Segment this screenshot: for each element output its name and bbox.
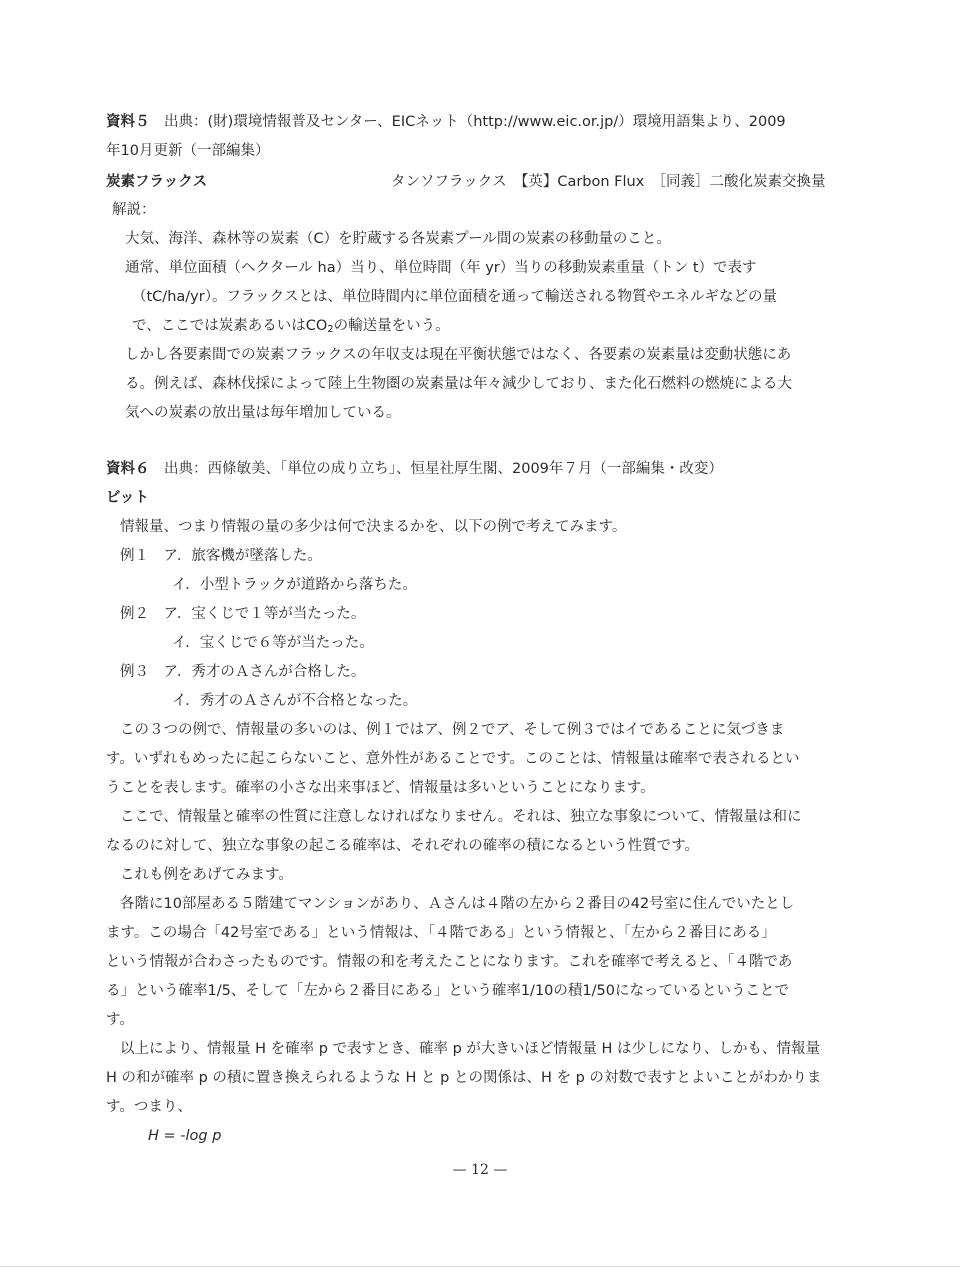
source6-header — [106, 459, 846, 479]
para1-line3: うことを表します。確率の小さな出来事ほど、情報量は多いということになります。 — [106, 780, 655, 796]
para5-line3: す。つまり、 — [106, 1099, 192, 1115]
example1-a: 例１ ア．旅客機が墜落した。 — [120, 548, 322, 564]
source5-para2-line3-post: の輸送量をいう。 — [333, 318, 450, 334]
source5-para2-line3 — [132, 316, 872, 340]
source5-para2-line3-pre: で、ここでは炭素あるいはCO — [132, 318, 328, 334]
para1-line2: す。いずれもめったに起こらないこと、意外性があることです。このことは、情報量は確率で表されるとい — [106, 751, 800, 767]
source6-term: ビット — [106, 490, 149, 506]
source5-para3-line2: る。例えば、森林伐採によって陸上生物圏の炭素量は年々減少しており、また化石燃料の燃焼による大 — [125, 376, 792, 392]
example2-b: イ．宝くじで６等が当たった。 — [172, 635, 374, 651]
source5-para3-line1: しかし各要素間での炭素フラックスの年収支は現在平衡状態ではなく、各要素の炭素量は変動状態にあ — [125, 347, 792, 363]
source5-para2-line2: （tC/ha/yr）。フラックスとは、単位時間内に単位面積を通って輸送される物質やエネルギなどの量 — [132, 289, 778, 305]
para4-line4: る」という確率1/5、そして「左から２番目にある」という確率1/10の積1/50になっているということで — [106, 983, 789, 999]
co2-subscript: 2 — [327, 324, 334, 335]
para1-line1: この３つの例で、情報量の多いのは、例１ではア、例２でア、そして例３ではイであることに気づきま — [120, 722, 785, 738]
source5-kaisetsu-label: 解説： — [112, 202, 156, 218]
source5-term-reading: タンソフラックス 【英】Carbon Flux ［同義］二酸化炭素交換量 — [391, 174, 826, 190]
para3: これも例をあげてみます。 — [120, 867, 293, 883]
source5-para1: 大気、海洋、森林等の炭素（C）を貯蔵する各炭素プール間の炭素の移動量のこと。 — [125, 231, 671, 247]
page-number: — 12 — — [452, 1162, 508, 1178]
example3-b: イ．秀才のＡさんが不合格となった。 — [172, 693, 418, 709]
source5-para3-line3: 気への炭素の放出量は毎年増加している。 — [125, 405, 401, 421]
para4-line3: という情報が合わさったものです。情報の和を考えたことになります。これを確率で考えると、「４階であ — [106, 954, 793, 970]
example2-a: 例２ ア．宝くじで１等が当たった。 — [120, 606, 366, 622]
source5-citation: 出典：(財)環境情報普及センター、EICネット（http://www.eic.or.jp/）環境用語集より、2009 — [149, 114, 786, 130]
para2-line2: なるのに対して、独立な事象の起こる確率は、それぞれの確率の積になるという性質です。 — [106, 838, 700, 854]
source5-header-line1 — [106, 112, 846, 132]
example3-a: 例３ ア．秀才のＡさんが合格した。 — [120, 664, 366, 680]
para4-line2: ます。この場合「42号室である」という情報は、「４階である」という情報と、「左から２番目にある」 — [106, 925, 776, 941]
source6-intro: 情報量、つまり情報の量の多少は何で決まるかを、以下の例で考えてみます。 — [120, 519, 627, 535]
para5-line2: H の和が確率 p の積に置き換えられるような H と p との関係は、H を p の対数で表すとよいことがわかりま — [106, 1070, 822, 1086]
source5-term-row — [106, 170, 846, 190]
source5-term: 炭素フラックス — [106, 174, 208, 190]
source5-header-line2: 年10月更新（一部編集） — [106, 143, 270, 159]
source6-citation: 出典：西條敏美、「単位の成り立ち」、恒星社厚生閣、2009年７月（一部編集・改変） — [149, 461, 723, 477]
para2-line1: ここで、情報量と確率の性質に注意しなければなりません。それは、独立な事象について、情報量は和に — [120, 809, 802, 825]
source5-label: 資料５ — [106, 114, 150, 130]
para4-line1: 各階に10部屋ある５階建てマンションがあり、Ａさんは４階の左から２番目の42号室に住んでいたとし — [120, 896, 795, 912]
para5-line1: 以上により、情報量 H を確率 p で表すとき、確率 p が大きいほど情報量 H は少しになり、しかも、情報量 — [120, 1041, 821, 1057]
example1-b: イ．小型トラックが道路から落ちた。 — [172, 577, 417, 593]
para4-line5: す。 — [106, 1012, 134, 1028]
scan-edge-divider — [0, 1266, 960, 1267]
source5-para2-line1: 通常、単位面積（ヘクタール ha）当り、単位時間（年 yr）当りの移動炭素重量（トン t）で表す — [125, 260, 757, 276]
source6-label: 資料６ — [106, 461, 150, 477]
entropy-formula: H = -log p — [148, 1128, 222, 1144]
